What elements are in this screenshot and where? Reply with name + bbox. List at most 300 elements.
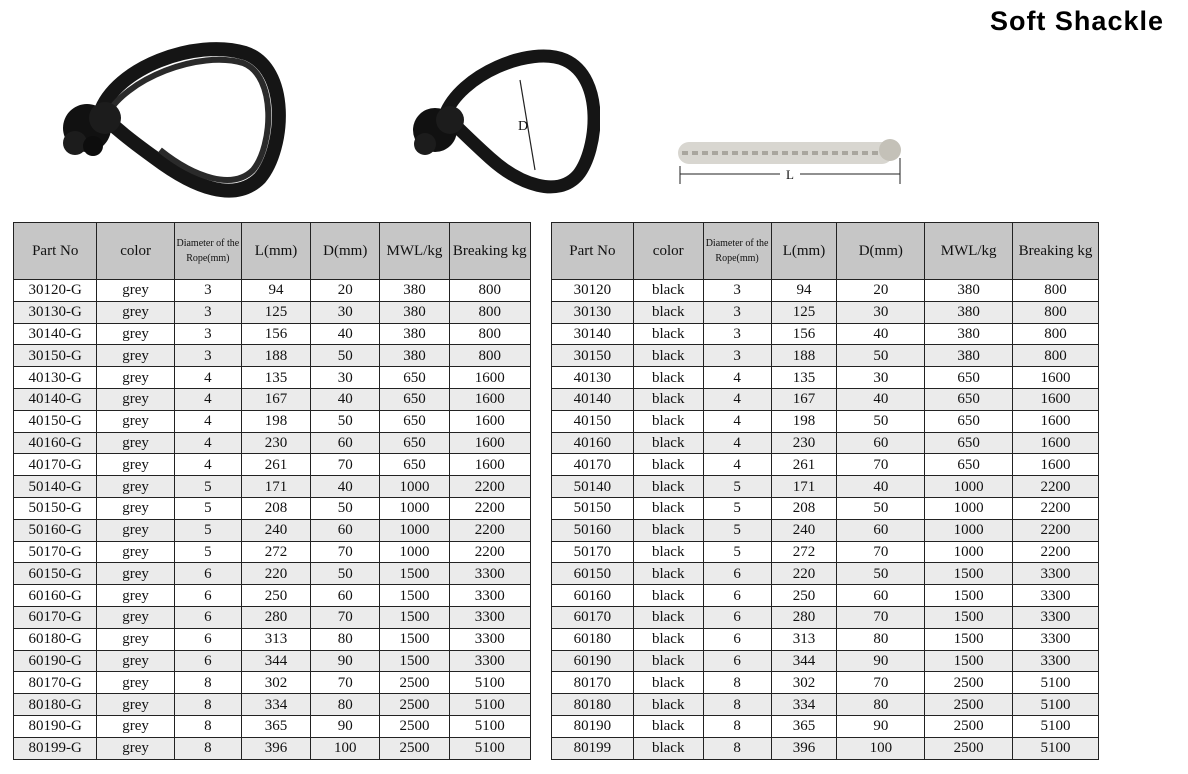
- cell-part-no: 80190-G: [14, 715, 97, 737]
- cell-d: 20: [837, 280, 925, 302]
- cell-diameter: 3: [174, 301, 241, 323]
- cell-color: black: [633, 737, 703, 759]
- cell-l: 167: [241, 388, 310, 410]
- cell-mwl: 380: [925, 323, 1013, 345]
- cell-breaking: 1600: [449, 432, 530, 454]
- cell-d: 40: [311, 476, 380, 498]
- cell-l: 280: [771, 606, 837, 628]
- cell-l: 135: [771, 367, 837, 389]
- cell-part-no: 40130-G: [14, 367, 97, 389]
- cell-breaking: 5100: [1013, 737, 1099, 759]
- cell-diameter: 4: [703, 410, 771, 432]
- cell-mwl: 380: [380, 345, 449, 367]
- cell-mwl: 650: [925, 432, 1013, 454]
- cell-diameter: 5: [703, 476, 771, 498]
- cell-breaking: 2200: [1013, 519, 1099, 541]
- cell-l: 365: [241, 715, 310, 737]
- cell-color: black: [633, 563, 703, 585]
- table-row: [552, 628, 1099, 650]
- cell-l: 344: [771, 650, 837, 672]
- cell-mwl: 650: [925, 388, 1013, 410]
- cell-color: black: [633, 672, 703, 694]
- cell-d: 70: [311, 672, 380, 694]
- cell-d: 70: [837, 672, 925, 694]
- cell-part-no: 80180-G: [14, 694, 97, 716]
- cell-mwl: 1500: [925, 563, 1013, 585]
- cell-diameter: 8: [703, 672, 771, 694]
- cell-breaking: 5100: [449, 737, 530, 759]
- cell-color: grey: [97, 672, 174, 694]
- cell-color: black: [633, 606, 703, 628]
- cell-mwl: 1000: [380, 497, 449, 519]
- cell-color: black: [633, 410, 703, 432]
- cell-d: 80: [311, 694, 380, 716]
- table-row: [14, 563, 531, 585]
- cell-d: 60: [837, 432, 925, 454]
- soft-shackle-diameter-image: [400, 40, 600, 200]
- cell-diameter: 4: [174, 454, 241, 476]
- cell-color: grey: [97, 388, 174, 410]
- cell-breaking: 800: [449, 323, 530, 345]
- black-shackle-table: [551, 222, 1099, 760]
- cell-mwl: 650: [925, 410, 1013, 432]
- cell-color: grey: [97, 519, 174, 541]
- cell-diameter: 5: [174, 541, 241, 563]
- cell-color: black: [633, 280, 703, 302]
- cell-part-no: 40170: [552, 454, 634, 476]
- cell-mwl: 380: [380, 323, 449, 345]
- cell-mwl: 2500: [925, 672, 1013, 694]
- cell-d: 60: [311, 585, 380, 607]
- cell-color: black: [633, 650, 703, 672]
- cell-l: 280: [241, 606, 310, 628]
- cell-breaking: 3300: [1013, 585, 1099, 607]
- cell-mwl: 650: [380, 410, 449, 432]
- cell-part-no: 80170-G: [14, 672, 97, 694]
- cell-color: grey: [97, 476, 174, 498]
- cell-d: 90: [311, 715, 380, 737]
- cell-part-no: 50140: [552, 476, 634, 498]
- table-row: [552, 497, 1099, 519]
- cell-breaking: 5100: [1013, 694, 1099, 716]
- cell-color: grey: [97, 301, 174, 323]
- cell-l: 334: [241, 694, 310, 716]
- cell-part-no: 80180: [552, 694, 634, 716]
- table-row: [14, 454, 531, 476]
- cell-breaking: 5100: [1013, 672, 1099, 694]
- cell-breaking: 3300: [1013, 650, 1099, 672]
- cell-mwl: 1500: [925, 585, 1013, 607]
- cell-part-no: 80199-G: [14, 737, 97, 759]
- cell-color: grey: [97, 432, 174, 454]
- cell-breaking: 1600: [1013, 432, 1099, 454]
- cell-color: black: [633, 301, 703, 323]
- cell-diameter: 3: [703, 345, 771, 367]
- cell-diameter: 6: [174, 628, 241, 650]
- cell-mwl: 1500: [380, 606, 449, 628]
- cell-d: 70: [311, 454, 380, 476]
- cell-l: 344: [241, 650, 310, 672]
- cell-mwl: 1000: [925, 476, 1013, 498]
- table-row: [552, 672, 1099, 694]
- header-color: color: [97, 223, 174, 280]
- cell-diameter: 4: [703, 454, 771, 476]
- cell-d: 50: [311, 345, 380, 367]
- cell-color: black: [633, 345, 703, 367]
- header-part-no: Part No: [14, 223, 97, 280]
- cell-l: 188: [771, 345, 837, 367]
- cell-diameter: 3: [703, 323, 771, 345]
- cell-breaking: 5100: [449, 672, 530, 694]
- cell-breaking: 800: [449, 301, 530, 323]
- soft-shackle-black-image: [45, 38, 300, 198]
- header-d: D(mm): [837, 223, 925, 280]
- table-row: [552, 715, 1099, 737]
- cell-breaking: 2200: [1013, 541, 1099, 563]
- header-part-no: Part No: [552, 223, 634, 280]
- cell-breaking: 1600: [449, 367, 530, 389]
- cell-mwl: 1000: [380, 476, 449, 498]
- cell-mwl: 380: [925, 301, 1013, 323]
- cell-mwl: 650: [925, 367, 1013, 389]
- cell-d: 30: [311, 367, 380, 389]
- cell-l: 171: [771, 476, 837, 498]
- cell-part-no: 30120: [552, 280, 634, 302]
- cell-mwl: 1500: [380, 650, 449, 672]
- cell-l: 230: [241, 432, 310, 454]
- cell-l: 396: [241, 737, 310, 759]
- table-row: [552, 367, 1099, 389]
- cell-l: 171: [241, 476, 310, 498]
- cell-diameter: 8: [703, 694, 771, 716]
- cell-diameter: 6: [703, 585, 771, 607]
- cell-color: black: [633, 541, 703, 563]
- table-row: [552, 650, 1099, 672]
- cell-l: 208: [241, 497, 310, 519]
- table-row: [14, 301, 531, 323]
- cell-diameter: 6: [174, 563, 241, 585]
- table-row: [14, 606, 531, 628]
- cell-d: 60: [837, 585, 925, 607]
- cell-breaking: 5100: [449, 694, 530, 716]
- table-row: [14, 388, 531, 410]
- cell-diameter: 4: [174, 410, 241, 432]
- cell-breaking: 1600: [1013, 388, 1099, 410]
- cell-l: 334: [771, 694, 837, 716]
- cell-part-no: 80190: [552, 715, 634, 737]
- cell-breaking: 1600: [449, 454, 530, 476]
- cell-l: 250: [241, 585, 310, 607]
- table-row: [14, 541, 531, 563]
- cell-diameter: 6: [703, 628, 771, 650]
- cell-part-no: 40160: [552, 432, 634, 454]
- cell-breaking: 800: [1013, 345, 1099, 367]
- cell-part-no: 40140: [552, 388, 634, 410]
- header-d: D(mm): [311, 223, 380, 280]
- cell-l: 208: [771, 497, 837, 519]
- cell-l: 135: [241, 367, 310, 389]
- table-row: [552, 280, 1099, 302]
- cell-color: grey: [97, 345, 174, 367]
- header-mwl: MWL/kg: [380, 223, 449, 280]
- cell-color: black: [633, 388, 703, 410]
- cell-breaking: 3300: [449, 650, 530, 672]
- cell-mwl: 650: [925, 454, 1013, 476]
- cell-color: black: [633, 432, 703, 454]
- cell-color: black: [633, 497, 703, 519]
- soft-shackle-length-image: [670, 128, 915, 198]
- cell-color: black: [633, 476, 703, 498]
- cell-mwl: 380: [925, 280, 1013, 302]
- cell-diameter: 3: [174, 323, 241, 345]
- cell-breaking: 2200: [449, 497, 530, 519]
- table-row: [552, 606, 1099, 628]
- cell-l: 240: [771, 519, 837, 541]
- cell-mwl: 650: [380, 367, 449, 389]
- cell-l: 94: [771, 280, 837, 302]
- cell-d: 70: [837, 454, 925, 476]
- cell-part-no: 30140-G: [14, 323, 97, 345]
- cell-breaking: 2200: [1013, 497, 1099, 519]
- cell-part-no: 30130: [552, 301, 634, 323]
- grey-shackle-table: [13, 222, 531, 760]
- cell-breaking: 2200: [449, 519, 530, 541]
- table-header-row: [14, 223, 531, 280]
- table-row: [14, 737, 531, 759]
- cell-part-no: 40160-G: [14, 432, 97, 454]
- cell-part-no: 60150: [552, 563, 634, 585]
- cell-part-no: 60160: [552, 585, 634, 607]
- cell-mwl: 2500: [380, 715, 449, 737]
- diameter-label: D: [518, 119, 529, 134]
- cell-mwl: 650: [380, 388, 449, 410]
- cell-part-no: 40170-G: [14, 454, 97, 476]
- cell-breaking: 800: [449, 345, 530, 367]
- page-title: Soft Shackle: [989, 6, 1164, 36]
- cell-part-no: 50140-G: [14, 476, 97, 498]
- cell-color: black: [633, 454, 703, 476]
- cell-diameter: 8: [174, 694, 241, 716]
- cell-diameter: 5: [174, 476, 241, 498]
- cell-breaking: 1600: [1013, 410, 1099, 432]
- cell-l: 272: [241, 541, 310, 563]
- cell-color: grey: [97, 367, 174, 389]
- cell-part-no: 50150: [552, 497, 634, 519]
- cell-part-no: 30140: [552, 323, 634, 345]
- cell-breaking: 3300: [449, 628, 530, 650]
- cell-breaking: 3300: [1013, 563, 1099, 585]
- header-color: color: [633, 223, 703, 280]
- cell-breaking: 1600: [1013, 454, 1099, 476]
- cell-color: black: [633, 715, 703, 737]
- cell-mwl: 1500: [380, 585, 449, 607]
- cell-mwl: 1500: [380, 563, 449, 585]
- table-row: [14, 345, 531, 367]
- cell-mwl: 2500: [380, 672, 449, 694]
- table-row: [552, 345, 1099, 367]
- cell-d: 40: [837, 476, 925, 498]
- table-row: [552, 541, 1099, 563]
- cell-diameter: 6: [703, 650, 771, 672]
- cell-diameter: 8: [174, 737, 241, 759]
- cell-mwl: 2500: [380, 694, 449, 716]
- cell-d: 50: [837, 497, 925, 519]
- cell-color: grey: [97, 585, 174, 607]
- cell-l: 220: [771, 563, 837, 585]
- cell-breaking: 2200: [449, 541, 530, 563]
- cell-mwl: 380: [380, 280, 449, 302]
- cell-d: 30: [837, 301, 925, 323]
- cell-d: 50: [837, 410, 925, 432]
- cell-part-no: 60160-G: [14, 585, 97, 607]
- cell-mwl: 1000: [380, 519, 449, 541]
- cell-d: 80: [837, 628, 925, 650]
- cell-color: black: [633, 585, 703, 607]
- cell-breaking: 2200: [1013, 476, 1099, 498]
- cell-part-no: 60180: [552, 628, 634, 650]
- cell-l: 156: [241, 323, 310, 345]
- table-row: [552, 694, 1099, 716]
- cell-mwl: 1500: [380, 628, 449, 650]
- cell-d: 100: [311, 737, 380, 759]
- cell-mwl: 1500: [925, 606, 1013, 628]
- cell-d: 50: [311, 497, 380, 519]
- table-row: [14, 323, 531, 345]
- length-label: L: [786, 167, 794, 182]
- cell-d: 40: [837, 323, 925, 345]
- cell-mwl: 380: [925, 345, 1013, 367]
- cell-d: 70: [311, 541, 380, 563]
- cell-breaking: 1600: [1013, 367, 1099, 389]
- cell-diameter: 8: [174, 715, 241, 737]
- cell-l: 396: [771, 737, 837, 759]
- cell-mwl: 1500: [925, 628, 1013, 650]
- cell-l: 365: [771, 715, 837, 737]
- cell-mwl: 2500: [925, 715, 1013, 737]
- table-row: [14, 432, 531, 454]
- cell-d: 90: [837, 715, 925, 737]
- header-l: L(mm): [241, 223, 310, 280]
- cell-color: grey: [97, 323, 174, 345]
- cell-l: 272: [771, 541, 837, 563]
- cell-part-no: 50150-G: [14, 497, 97, 519]
- cell-breaking: 800: [1013, 280, 1099, 302]
- cell-breaking: 3300: [449, 585, 530, 607]
- cell-color: grey: [97, 737, 174, 759]
- cell-diameter: 3: [703, 280, 771, 302]
- cell-part-no: 50170-G: [14, 541, 97, 563]
- table-row: [14, 519, 531, 541]
- cell-mwl: 650: [380, 432, 449, 454]
- cell-mwl: 650: [380, 454, 449, 476]
- table-row: [552, 301, 1099, 323]
- cell-l: 156: [771, 323, 837, 345]
- cell-diameter: 3: [703, 301, 771, 323]
- cell-d: 90: [311, 650, 380, 672]
- cell-diameter: 3: [174, 345, 241, 367]
- cell-breaking: 800: [1013, 323, 1099, 345]
- cell-color: black: [633, 519, 703, 541]
- cell-diameter: 4: [174, 388, 241, 410]
- cell-l: 125: [771, 301, 837, 323]
- cell-d: 30: [837, 367, 925, 389]
- cell-diameter: 8: [703, 715, 771, 737]
- cell-part-no: 30130-G: [14, 301, 97, 323]
- cell-mwl: 2500: [925, 737, 1013, 759]
- cell-d: 70: [837, 606, 925, 628]
- cell-breaking: 800: [449, 280, 530, 302]
- cell-diameter: 4: [174, 367, 241, 389]
- cell-d: 50: [311, 410, 380, 432]
- table-row: [552, 476, 1099, 498]
- cell-mwl: 2500: [925, 694, 1013, 716]
- cell-breaking: 3300: [1013, 606, 1099, 628]
- cell-diameter: 5: [703, 541, 771, 563]
- cell-d: 80: [837, 694, 925, 716]
- cell-part-no: 60180-G: [14, 628, 97, 650]
- cell-color: grey: [97, 563, 174, 585]
- cell-color: grey: [97, 497, 174, 519]
- table-row: [14, 628, 531, 650]
- table-row: [552, 737, 1099, 759]
- cell-l: 220: [241, 563, 310, 585]
- cell-part-no: 60190-G: [14, 650, 97, 672]
- cell-color: black: [633, 628, 703, 650]
- cell-l: 250: [771, 585, 837, 607]
- cell-diameter: 5: [174, 519, 241, 541]
- cell-breaking: 1600: [449, 388, 530, 410]
- header-mwl: MWL/kg: [925, 223, 1013, 280]
- cell-mwl: 1000: [925, 541, 1013, 563]
- cell-d: 60: [837, 519, 925, 541]
- table-row: [14, 410, 531, 432]
- cell-d: 70: [311, 606, 380, 628]
- cell-color: grey: [97, 410, 174, 432]
- cell-mwl: 380: [380, 301, 449, 323]
- cell-mwl: 1000: [925, 519, 1013, 541]
- cell-diameter: 6: [703, 606, 771, 628]
- cell-color: black: [633, 323, 703, 345]
- table-row: [14, 280, 531, 302]
- cell-diameter: 8: [174, 672, 241, 694]
- table-row: [552, 410, 1099, 432]
- cell-diameter: 3: [174, 280, 241, 302]
- cell-d: 30: [311, 301, 380, 323]
- cell-color: grey: [97, 454, 174, 476]
- cell-color: black: [633, 694, 703, 716]
- cell-d: 40: [837, 388, 925, 410]
- cell-d: 60: [311, 519, 380, 541]
- cell-diameter: 5: [174, 497, 241, 519]
- cell-diameter: 5: [703, 497, 771, 519]
- cell-d: 50: [837, 563, 925, 585]
- cell-d: 60: [311, 432, 380, 454]
- cell-d: 50: [311, 563, 380, 585]
- cell-l: 302: [771, 672, 837, 694]
- cell-color: grey: [97, 628, 174, 650]
- table-row: [14, 476, 531, 498]
- cell-l: 125: [241, 301, 310, 323]
- cell-color: grey: [97, 650, 174, 672]
- header-diameter: Diameter of the Rope(mm): [174, 223, 241, 280]
- table-row: [14, 585, 531, 607]
- table-row: [14, 715, 531, 737]
- cell-mwl: 1500: [925, 650, 1013, 672]
- cell-l: 167: [771, 388, 837, 410]
- table-row: [552, 519, 1099, 541]
- cell-breaking: 2200: [449, 476, 530, 498]
- table-row: [14, 694, 531, 716]
